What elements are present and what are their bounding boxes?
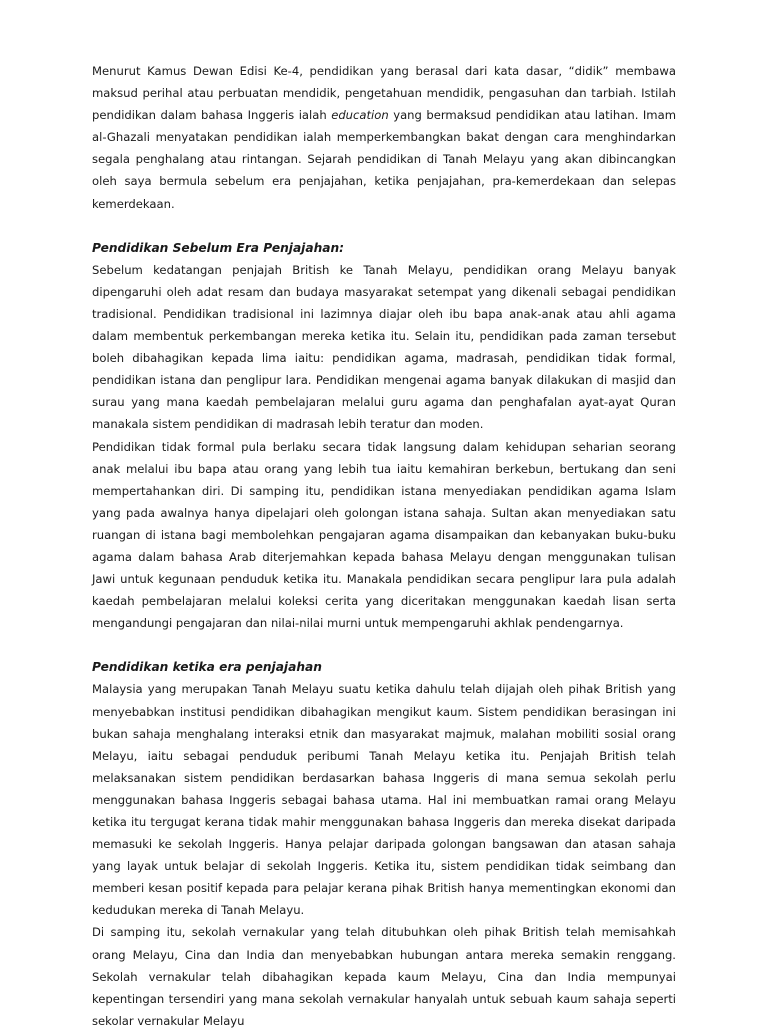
section-heading-pre-colonial: Pendidikan Sebelum Era Penjajahan: xyxy=(92,240,345,255)
intro-term: education xyxy=(331,108,389,123)
section2-paragraph-1: Malaysia yang merupakan Tanah Melayu suatu ketika dahulu telah dijajah oleh pihak British yang menyebabkan institusi pendidikan dibahagikan mengikut kaum. Sistem pendidikan berasingan ini bukan sahaja menghalang interaksi etnik dan masyarakat majmuk, malahan mobiliti sosial orang Melayu, iaitu sebagai penduduk peribumi Tanah Melayu ketika itu. Penjajah British telah melaksanakan sistem pendidikan berdasarkan bahasa Inggeris di mana semua sekolah perlu menggunakan bahasa Inggeris sebagai bahasa utama. Hal ini membuatkan ramai orang Melayu ketika itu tergugat kerana tidak mahir menggunakan bahasa Inggeris dan mereka disekat daripada memasuki ke sekolah Inggeris. Hanya pelajar daripada golongan bangsawan dan atasan sahaja yang layak untuk belajar di sekolah Inggeris. Ketika itu, sistem pendidikan tidak seimbang dan memberi kesan positif kepada para pelajar kerana pihak British hanya mementingkan ekonomi dan kedudukan mereka di Tanah Melayu. xyxy=(92,682,676,918)
section1-paragraph-1: Sebelum kedatangan penjajah British ke Tanah Melayu, pendidikan orang Melayu banyak dipengaruhi oleh adat resam dan budaya masyarakat setempat yang dikenali sebagai pendidikan tradisional. Pendidikan tradisional ini lazimnya diajar oleh ibu bapa anak-anak atau ahli agama dalam membentuk perkembangan mereka ketika itu. Selain itu, pendidikan pada zaman tersebut boleh dibahagikan kepada lima iaitu: pendidikan agama, madrasah, pendidikan tidak formal, pendidikan istana dan penglipur lara. Pendidikan mengenai agama banyak dilakukan di masjid dan surau yang mana kaedah pembelajaran melalui guru agama dan penghafalan ayat-ayat Quran manakala sistem pendidikan di madrasah lebih teratur dan moden. xyxy=(92,262,676,432)
intro-paragraph xyxy=(92,60,676,215)
document-page xyxy=(92,60,676,1032)
intro-text-end: yang bermaksud pendidikan atau latihan. Imam al-Ghazali menyatakan pendidikan ialah memperkembangkan bakat dengan cara menghindarkan segala penghalang atau rintangan. Sejarah pendidikan di Tanah Melayu yang akan dibincangkan oleh saya bermula sebelum era penjajahan, ketika penjajahan, pra-kemerdekaan dan selepas kemerdekaan. xyxy=(92,108,676,211)
intro-text-start: Menurut Kamus Dewan Edisi Ke-4, pendidikan yang berasal dari kata dasar, “didik” membawa maksud perihal atau perbuatan mendidik, pengetahuan mendidik, pengasuhan dan tarbiah. Istilah pendidikan dalam bahasa Inggeris ialah xyxy=(92,64,676,123)
section-heading-colonial: Pendidikan ketika era penjajahan xyxy=(92,660,322,675)
section2-paragraph-2: Di samping itu, sekolah vernakular yang telah ditubuhkan oleh pihak British telah memisahkah orang Melayu, Cina dan India dan menyebabkan hubungan antara mereka semakin renggang. Sekolah vernakular telah dibahagikan kepada kaum Melayu, Cina dan India mempunyai kepentingan tersendiri yang mana sekolah vernakular hanyalah untuk sebuah kaum sahaja seperti sekolar vernakular Melayu xyxy=(92,925,676,1028)
section1-paragraph-2: Pendidikan tidak formal pula berlaku secara tidak langsung dalam kehidupan seharian seorang anak melalui ibu bapa atau orang yang lebih tua iaitu kemahiran berkebun, bertukang dan seni mempertahankan diri. Di samping itu, pendidikan istana menyediakan pendidikan agama Islam yang pada awalnya hanya dipelajari oleh golongan istana sahaja. Sultan akan menyediakan satu ruangan di istana bagi membolehkan pengajaran agama disampaikan dan kebanyakan buku-buku agama dalam bahasa Arab diterjemahkan kepada bahasa Melayu dengan menggunakan tulisan Jawi untuk kegunaan penduduk ketika itu. Manakala pendidikan secara penglipur lara pula adalah kaedah pembelajaran melalui koleksi cerita yang diceritakan menggunakan kaedah lisan serta mengandungi pengajaran dan nilai-nilai murni untuk mempengaruhi akhlak pendengarnya. xyxy=(92,439,676,631)
